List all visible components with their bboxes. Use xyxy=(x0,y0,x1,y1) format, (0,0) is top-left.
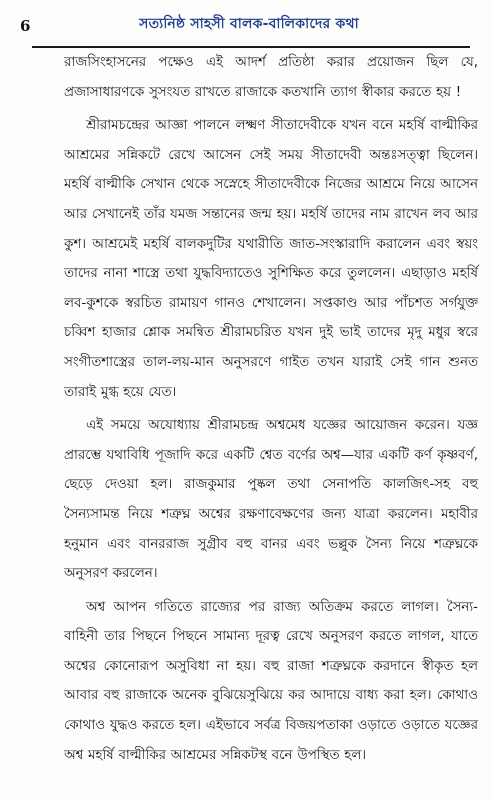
page-body xyxy=(64,48,478,774)
paragraph-2: শ্রীরামচন্দ্রের আজ্ঞা পালনে লক্ষ্মণ সীতাদেবীকে যখন বনে মহর্ষি বাল্মীকির আশ্রমের সন্নিকটে রেখে আসেন সেই সময় সীতাদেবী অন্তঃসত্ত্বা ছিলেন। মহর্ষি বাল্মীকি সেখান থেকে সস্নেহে সীতাদেবীকে নিজের আশ্রমে নিয়ে আসেন আর সেখানেই তাঁর যমজ সন্তানের জন্ম হয়। মহর্ষি তাদের নাম রাখেন লব আর কুশ। আশ্রমেই মহর্ষি বালকদুটির যথারীতি জাত-সংস্কারাদি করালেন এবং স্বয়ং তাদের নানা শাস্ত্রে তথা যুদ্ধবিদ্যাতেও সুশিক্ষিত করে তুললেন। এছাড়াও মহর্ষি লব-কুশকে স্বরচিত রামায়ণ গানও শেখালেন। সপ্তকাণ্ড আর পাঁচশত সর্গযুক্ত চব্বিশ হাজার শ্লোক সমন্বিত শ্রীরামচরিত যখন দুই ভাই তাদের মৃদু মধুর স্বরে সংগীতশাস্ত্রের তাল-লয়-মান অনুসরণে গাইত তখন যারাই সেই গান শুনত তারাই মুগ্ধ হয়ে যেত। xyxy=(64,118,478,400)
paragraph-4: অশ্ব আপন গতিতে রাজ্যের পর রাজ্য অতিক্রম করতে লাগল। সৈন্য-বাহিনী তার পিছনে পিছনে সামান্য দূরত্ব রেখে অনুসরণ করতে লাগল, যাতে অশ্বের কোনোরূপ অসুবিধা না হয়। বহু রাজা শত্রুঘ্নকে করদানে স্বীকৃত হল আবার বহু রাজাকে অনেক বুঝিয়েসুঝিয়ে কর আদায়ে বাধ্য করা হল। কোথাও কোথাও যুদ্ধও করতে হল। এইভাবে সর্বত্র বিজয়পতাকা ওড়াতে ওড়াতে যজ্ঞের অশ্ব মহর্ষি বাল্মীকির আশ্রমের সন্নিকটস্থ বনে উপস্থিত হল। xyxy=(64,599,478,763)
paragraph-1: রাজসিংহাসনের পক্ষেও এই আদর্শ প্রতিষ্ঠা করার প্রয়োজন ছিল যে, প্রজাসাধারণকে সুসংযত রাখতে রাজাকে কতখানি ত্যাগ স্বীকার করতে হয় ! xyxy=(64,55,478,100)
running-title: সত্যনিষ্ঠ সাহসী বালক-বালিকাদের কথা xyxy=(139,16,359,32)
page-header xyxy=(14,10,484,40)
paragraph-3: এই সময়ে অযোধ্যায় শ্রীরামচন্দ্র অশ্বমেধ যজ্ঞের আয়োজন করেন। যজ্ঞ প্রারম্ভে যথাবিধি পূজাদি করে একটি শ্বেত বর্ণের অশ্ব—যার একটি কর্ণ কৃষ্ণবর্ণ, ছেড়ে দেওয়া হল। রাজকুমার পুষ্কল তথা সেনাপতি কালজিৎ-সহ বহু সৈন্যসামন্ত নিয়ে শত্রুঘ্ন অশ্বের রক্ষণাবেক্ষণের জন্য যাত্রা করলেন। মহাবীর হনুমান এবং বানররাজ সুগ্রীব বহু বানর এবং ভল্লুক সৈন্য নিয়ে শত্রুঘ্নকে অনুসরণ করলেন। xyxy=(64,418,478,582)
page-number: 6 xyxy=(20,17,31,35)
